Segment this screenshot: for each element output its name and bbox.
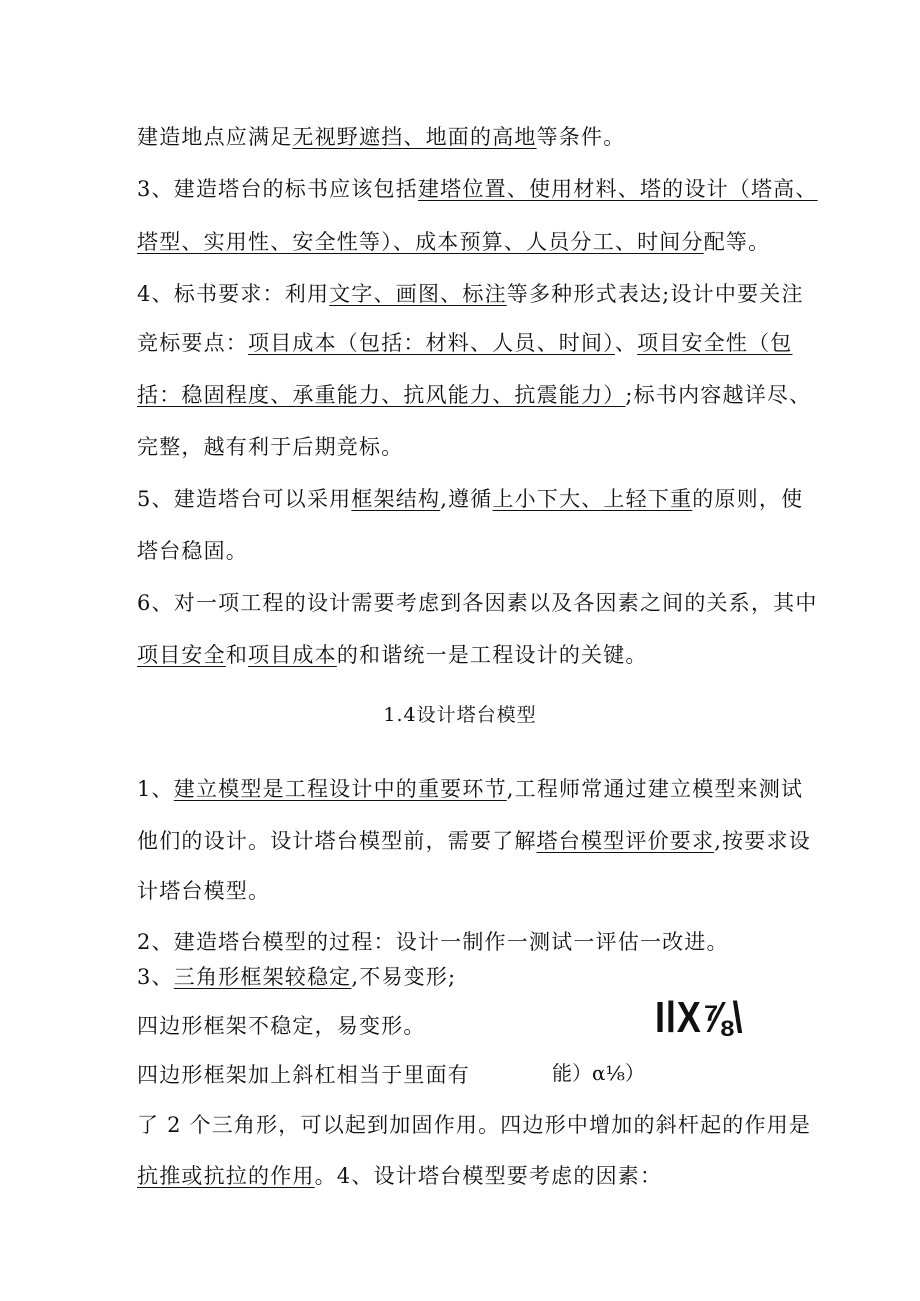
text-line xyxy=(137,536,248,566)
underlined-text: 项目成本（包括：材料、人员、时间） xyxy=(248,331,615,355)
underlined-text: 塔台模型评价要求 xyxy=(536,829,715,853)
text-line xyxy=(137,227,770,257)
figure-label-large: IlX⅞\ xyxy=(655,993,744,1042)
underlined-text: 框架结构 xyxy=(351,487,441,511)
text-segment: 4、标书要求：利用 xyxy=(137,282,330,306)
underlined-text: 括：稳固程度、承重能力、抗风能力、抗震能力） xyxy=(137,383,626,407)
text-line xyxy=(137,1161,662,1191)
text-segment: 的和谐统一是工程设计的关键。 xyxy=(336,643,648,667)
text-segment: 3、 xyxy=(137,965,174,989)
text-line xyxy=(137,122,625,152)
text-segment: 、 xyxy=(614,331,638,355)
text-segment: 1、 xyxy=(137,777,174,801)
text-line xyxy=(137,174,818,204)
text-segment: ,不易变形; xyxy=(351,965,457,989)
text-line xyxy=(137,484,803,514)
text-segment: 四边形框架不稳定，易变形。 xyxy=(137,1014,426,1038)
text-segment: 竞标要点： xyxy=(137,331,248,355)
text-line xyxy=(137,1060,470,1090)
text-segment: 了 2 个三角形，可以起到加固作用。四边形中增加的斜杆起的作用是 xyxy=(137,1113,812,1137)
text-segment: 5、建造塔台可以采用 xyxy=(137,487,352,511)
text-segment: 计塔台模型。 xyxy=(137,879,271,903)
text-segment: 建造地点应满足 xyxy=(137,125,293,149)
text-segment: 6、对一项工程的设计需要考虑到各因素以及各因素之间的关系，其中 xyxy=(137,591,818,615)
text-segment: 配等。 xyxy=(703,230,771,254)
text-line xyxy=(137,826,811,856)
text-segment: ;标书内容越详尽、 xyxy=(625,383,812,407)
text-segment: 3、建造塔台的标书应该包括 xyxy=(137,177,418,201)
text-segment: 完整，越有利于后期竞标。 xyxy=(137,435,404,459)
underlined-text: 项目成本 xyxy=(248,643,337,667)
text-segment: 等多种形式表达;设计中要关注 xyxy=(506,282,804,306)
text-segment: 他们的设计。设计塔台模型前，需要了解 xyxy=(137,829,537,853)
text-line xyxy=(137,876,270,906)
text-segment: ,按要求设 xyxy=(714,829,811,853)
text-segment: 的原则，使 xyxy=(692,487,804,511)
text-line xyxy=(137,380,811,410)
text-segment: 四边形框架加上斜杠相当于里面有 xyxy=(137,1063,470,1087)
text-line xyxy=(137,927,729,957)
text-line xyxy=(137,328,793,358)
text-line xyxy=(137,774,803,804)
text-segment: 塔台稳固。 xyxy=(137,539,248,563)
text-line xyxy=(137,1110,811,1140)
text-segment: ,遵循 xyxy=(440,487,493,511)
underlined-text: 项目安全 xyxy=(137,643,226,667)
underlined-text: 建立模型是工程设计中的重要环节 xyxy=(173,777,507,801)
figure-label-small: 能）α⅛） xyxy=(552,1061,645,1085)
text-line xyxy=(137,432,403,462)
text-segment: 等条件。 xyxy=(536,125,626,149)
underlined-text: 上小下大、上轻下重 xyxy=(492,487,693,511)
section-heading: 1.4设计塔台模型 xyxy=(383,704,537,726)
underlined-text: 文字、画图、标注 xyxy=(329,282,507,306)
underlined-text: 塔型、实用性、安全性等）、成本预算、人员分工、时间分 xyxy=(137,230,704,254)
text-segment: 2、建造塔台模型的过程：设计一制作一测试一评估一改进。 xyxy=(137,930,729,954)
text-line xyxy=(137,588,818,618)
underlined-text: 项目安全性（包 xyxy=(637,331,793,355)
underlined-text: 抗推或抗拉的作用 xyxy=(137,1164,315,1188)
text-line xyxy=(137,640,648,670)
text-segment: 和 xyxy=(225,643,249,667)
text-line xyxy=(137,1011,426,1041)
text-line xyxy=(137,279,804,309)
text-segment: ,工程师常通过建立模型来测试 xyxy=(506,777,804,801)
underlined-text: 无视野遮挡、地面的高地 xyxy=(292,125,537,149)
underlined-text: 建塔位置、使用材料、塔的设计（塔高、 xyxy=(417,177,818,201)
text-segment: 。4、设计塔台模型要考虑的因素： xyxy=(314,1164,663,1188)
underlined-text: 三角形框架较稳定 xyxy=(173,965,352,989)
text-line xyxy=(137,962,456,992)
